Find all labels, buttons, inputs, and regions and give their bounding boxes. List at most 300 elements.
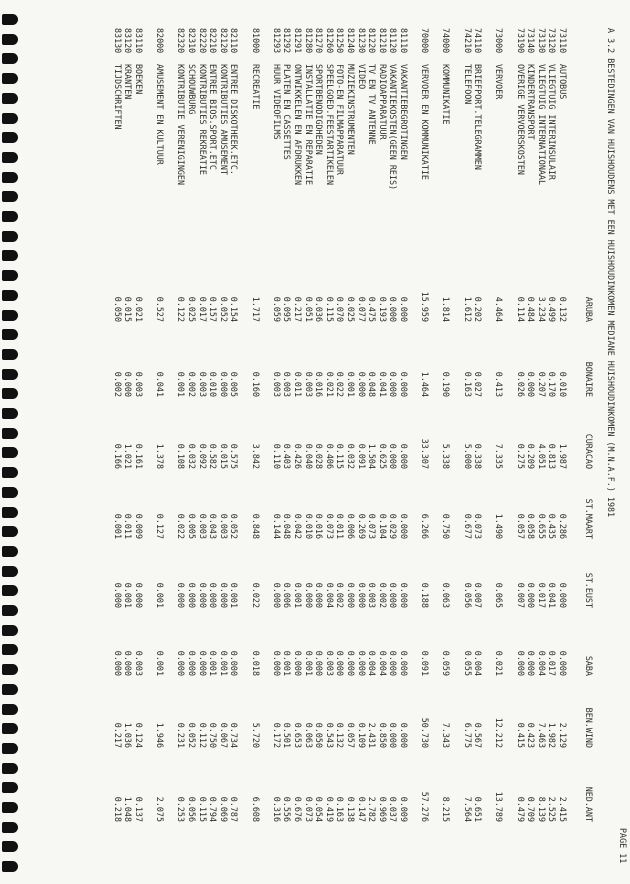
row-label: VERVOER EN KOMMUNIKATIE <box>420 64 431 180</box>
row-value: 0.001 <box>218 650 229 676</box>
row-code: 74110 <box>473 28 484 54</box>
row-value: 0.000 <box>335 650 346 676</box>
row-code: 82110 <box>229 28 240 54</box>
column-header: ST.MAART <box>584 498 594 539</box>
row-value: 0.316 <box>271 796 282 822</box>
row-value: 0.794 <box>208 796 219 822</box>
row-value: 0.000 <box>399 443 409 469</box>
row-value: 0.000 <box>197 650 208 676</box>
row-value: 0.042 <box>293 513 303 539</box>
row-value: 0.003 <box>324 650 335 676</box>
row-value: 0.479 <box>515 796 526 822</box>
row-label: KONTRIBUTIES REKREATIE <box>197 64 208 175</box>
row-value: 0.734 <box>229 722 240 748</box>
row-value: 0.000 <box>356 650 367 676</box>
binding-ring <box>2 191 18 202</box>
binding-ring <box>2 802 18 813</box>
row-code: 81292 <box>282 28 293 54</box>
row-value: 0.026 <box>515 371 526 397</box>
binding-ring <box>2 113 18 124</box>
row-value: 3.234 <box>536 296 547 322</box>
row-value: 0.000 <box>346 650 356 676</box>
row-value: 0.231 <box>176 722 187 748</box>
row-value: 5.338 <box>441 443 452 469</box>
row-value: 0.000 <box>399 513 409 539</box>
row-value: 0.016 <box>314 513 325 539</box>
row-value: 0.138 <box>346 796 356 822</box>
row-value: 0.073 <box>473 513 484 539</box>
row-value: 6.775 <box>462 722 473 748</box>
row-value: 1.464 <box>420 371 431 397</box>
row-value: 0.677 <box>462 513 473 539</box>
row-value: 0.114 <box>515 296 526 322</box>
row-value: 0.000 <box>303 582 314 608</box>
row-label: SPORTBENODIGDHEDEN <box>314 64 325 155</box>
row-value: 0.000 <box>388 443 399 469</box>
row-value: 0.132 <box>335 722 346 748</box>
row-label: KINDERTRANSPORT <box>526 64 537 140</box>
row-value: 0.207 <box>536 371 547 397</box>
row-value: 1.982 <box>547 722 558 748</box>
binding-ring <box>2 704 18 715</box>
row-value: 0.848 <box>250 513 261 539</box>
row-value: 0.017 <box>547 650 558 676</box>
row-value: 6.266 <box>420 513 431 539</box>
row-value: 0.015 <box>218 443 229 469</box>
row-value: 0.021 <box>324 371 335 397</box>
row-code: 82000 <box>155 28 166 54</box>
row-value: 0.015 <box>123 296 134 322</box>
row-value: 0.161 <box>134 443 144 469</box>
row-value: 1.987 <box>558 443 568 469</box>
row-value: 0.144 <box>271 513 282 539</box>
binding-ring <box>2 349 18 360</box>
row-value: 0.413 <box>494 371 505 397</box>
binding-ring <box>2 408 18 419</box>
binding-ring <box>2 53 18 64</box>
row-code: 73110 <box>558 28 568 54</box>
row-value: 0.000 <box>558 650 568 676</box>
binding-ring <box>2 841 18 852</box>
row-value: 0.543 <box>324 722 335 748</box>
row-value: 1.378 <box>155 443 166 469</box>
row-value: 0.000 <box>526 650 537 676</box>
row-value: 0.028 <box>314 443 325 469</box>
row-value: 1.612 <box>462 296 473 322</box>
binding-ring <box>2 388 18 399</box>
row-value: 0.037 <box>388 796 399 822</box>
row-value: 0.115 <box>324 296 335 322</box>
row-value: 1.946 <box>155 722 166 748</box>
row-value: 0.007 <box>473 582 484 608</box>
row-value: 0.813 <box>547 443 558 469</box>
row-label: VLIEGTUIG INTERNATIONAAL <box>536 64 547 186</box>
row-value: 0.166 <box>112 443 123 469</box>
binding-ring <box>2 644 18 655</box>
row-code: 81240 <box>346 28 356 54</box>
row-value: 0.004 <box>324 582 335 608</box>
row-value: 0.017 <box>197 296 208 322</box>
row-label: PLATEN EN CASSETTES <box>282 64 293 160</box>
row-value: 0.063 <box>441 582 452 608</box>
binding-ring <box>2 585 18 596</box>
row-value: 0.000 <box>399 650 409 676</box>
row-value: 1.504 <box>367 443 378 469</box>
row-code: 73120 <box>547 28 558 54</box>
rotated-table <box>37 28 630 872</box>
row-value: 0.092 <box>197 443 208 469</box>
binding-ring <box>2 369 18 380</box>
row-value: 1.490 <box>494 513 505 539</box>
row-value: 0.000 <box>399 722 409 748</box>
column-headers <box>582 28 594 872</box>
row-value: 0.016 <box>314 371 325 397</box>
row-value: 0.054 <box>314 796 325 822</box>
row-value: 0.000 <box>208 582 219 608</box>
row-value: 0.147 <box>356 796 367 822</box>
row-value: 0.001 <box>208 650 219 676</box>
row-value: 0.501 <box>282 722 293 748</box>
row-value: 0.010 <box>558 371 568 397</box>
row-value: 4.051 <box>536 443 547 469</box>
row-code: 73130 <box>536 28 547 54</box>
row-code: 81230 <box>356 28 367 54</box>
row-value: 0.036 <box>314 296 325 322</box>
binding-ring <box>2 231 18 242</box>
row-value: 0.275 <box>515 443 526 469</box>
table-title: A 3.2 BESTEDINGEN VAN HUISHOUDENS MET EEN HUISHOUDINKOMEN MEDIANE HUISHOUDINKOMEN (M.N.A.F.) 1981 <box>606 28 616 518</box>
column-header: ST.EUST <box>584 572 594 608</box>
row-label: SCHOUWBURG <box>187 64 197 115</box>
row-value: 0.002 <box>335 582 346 608</box>
row-value: 0.003 <box>303 371 314 397</box>
row-value: 0.041 <box>377 371 388 397</box>
row-value: 0.001 <box>155 582 166 608</box>
row-label: AUTOBUS <box>558 64 568 100</box>
row-code: 82320 <box>176 28 187 54</box>
column-header: BONAIRE <box>584 361 594 397</box>
row-value: 7.564 <box>462 796 473 822</box>
row-value: 0.003 <box>134 650 144 676</box>
row-label: INSTALLATIE EN REPARATIE <box>303 64 314 186</box>
row-value: 0.022 <box>176 513 187 539</box>
row-code: 74000 <box>441 28 452 54</box>
row-label: MUZIEKINSTRUMENTEN <box>346 64 356 155</box>
row-label: BOEKEN <box>134 64 144 95</box>
row-value: 0.154 <box>229 296 240 322</box>
row-value: 0.160 <box>250 371 261 397</box>
row-value: 0.217 <box>112 722 123 748</box>
binding-ring <box>2 526 18 537</box>
row-value: 0.104 <box>377 513 388 539</box>
row-value: 0.052 <box>218 296 229 322</box>
row-value: 0.000 <box>112 650 123 676</box>
row-value: 0.000 <box>293 650 303 676</box>
column-header: BEN.WIND <box>584 707 594 748</box>
row-value: 0.018 <box>250 650 261 676</box>
row-value: 0.787 <box>229 796 240 822</box>
row-value: 0.010 <box>303 513 314 539</box>
row-value: 0.077 <box>356 296 367 322</box>
row-value: 0.007 <box>515 582 526 608</box>
row-value: 0.011 <box>293 371 303 397</box>
row-value: 0.025 <box>187 296 197 322</box>
row-value: 0.000 <box>314 650 325 676</box>
row-label: HUUR VIDEOFILMS <box>271 64 282 140</box>
row-code: 81000 <box>250 28 261 54</box>
row-label: KONTRIBUTIES AMUSEMENT <box>218 64 229 175</box>
row-value: 0.527 <box>155 296 166 322</box>
row-value: 0.750 <box>441 513 452 539</box>
row-value: 0.109 <box>356 722 367 748</box>
row-value: 0.010 <box>208 371 219 397</box>
binding-ring <box>2 250 18 261</box>
row-value: 7.343 <box>441 722 452 748</box>
row-value: 0.110 <box>271 443 282 469</box>
row-value: 0.063 <box>303 722 314 748</box>
row-value: 2.525 <box>547 796 558 822</box>
binding-ring <box>2 428 18 439</box>
row-label: TIJDSCHRIFTEN <box>112 64 123 130</box>
row-label: VAKANTIEBEGROTINGEN <box>399 64 409 160</box>
row-value: 0.750 <box>208 722 219 748</box>
row-value: 0.003 <box>197 371 208 397</box>
row-value: 0.170 <box>547 371 558 397</box>
row-code: 81250 <box>335 28 346 54</box>
row-code: 83120 <box>123 28 134 54</box>
row-value: 0.115 <box>197 796 208 822</box>
row-label: RECREATIE <box>250 64 261 110</box>
row-code: 81220 <box>367 28 378 54</box>
row-code: 81280 <box>303 28 314 54</box>
row-value: 0.655 <box>536 513 547 539</box>
row-value: 0.163 <box>462 371 473 397</box>
row-code: 82310 <box>187 28 197 54</box>
row-value: 0.000 <box>271 650 282 676</box>
binding-ring <box>2 605 18 616</box>
row-value: 0.021 <box>494 650 505 676</box>
binding-ring <box>2 782 18 793</box>
row-value: 2.129 <box>558 722 568 748</box>
row-value: 0.003 <box>134 371 144 397</box>
row-value: 0.004 <box>377 650 388 676</box>
binding-ring <box>2 487 18 498</box>
binding-ring <box>2 132 18 143</box>
row-value: 0.000 <box>123 371 134 397</box>
row-value: 0.003 <box>282 371 293 397</box>
row-value: 0.000 <box>526 582 537 608</box>
row-value: 0.001 <box>303 650 314 676</box>
row-value: 0.108 <box>176 443 187 469</box>
row-value: 0.032 <box>346 443 356 469</box>
row-value: 0.032 <box>187 443 197 469</box>
row-value: 0.048 <box>282 513 293 539</box>
row-value: 0.011 <box>335 513 346 539</box>
row-label: ENTREE BIOS.SPORT.ETC <box>208 64 219 170</box>
row-value: 0.132 <box>558 296 568 322</box>
row-value: 0.124 <box>134 722 144 748</box>
row-value: 0.070 <box>335 296 346 322</box>
row-value: 0.122 <box>176 296 187 322</box>
row-value: 0.286 <box>558 513 568 539</box>
row-value: 0.091 <box>420 650 431 676</box>
row-value: 0.041 <box>155 371 166 397</box>
row-value: 0.006 <box>346 513 356 539</box>
column-header: ARUBA <box>584 296 594 322</box>
row-value: 0.011 <box>123 513 134 539</box>
row-value: 0.000 <box>187 650 197 676</box>
row-value: 2.431 <box>367 722 378 748</box>
row-value: 0.193 <box>377 296 388 322</box>
row-value: 0.475 <box>367 296 378 322</box>
binding-ring <box>2 447 18 458</box>
row-value: 0.000 <box>112 582 123 608</box>
row-label: TV EN TV ANTENNE <box>367 64 378 145</box>
row-value: 0.567 <box>473 722 484 748</box>
binding-ring <box>2 329 18 340</box>
row-value: 0.676 <box>293 796 303 822</box>
row-value: 0.004 <box>367 650 378 676</box>
row-value: 0.073 <box>303 796 314 822</box>
row-value: 0.556 <box>282 796 293 822</box>
row-value: 0.163 <box>335 796 346 822</box>
row-value: 0.575 <box>229 443 240 469</box>
binding-ring <box>2 34 18 45</box>
row-code: 83110 <box>134 28 144 54</box>
row-code: 83130 <box>112 28 123 54</box>
row-value: 0.022 <box>335 371 346 397</box>
row-value: 0.009 <box>134 513 144 539</box>
binding-ring <box>2 211 18 222</box>
row-value: 0.426 <box>293 443 303 469</box>
row-value: 0.052 <box>187 722 197 748</box>
row-label: FOTO-EN FILMAPPARATUUR <box>335 64 346 175</box>
binding-ring <box>2 743 18 754</box>
row-value: 0.057 <box>346 722 356 748</box>
binding-ring <box>2 290 18 301</box>
row-value: 0.002 <box>112 371 123 397</box>
row-value: 0.055 <box>462 650 473 676</box>
row-code: 81270 <box>314 28 325 54</box>
row-value: 0.000 <box>187 582 197 608</box>
row-value: 1.021 <box>123 443 134 469</box>
row-value: 0.000 <box>356 371 367 397</box>
row-code: 81210 <box>377 28 388 54</box>
row-value: 0.022 <box>250 582 261 608</box>
row-value: 13.789 <box>494 791 505 822</box>
row-value: 1.814 <box>441 296 452 322</box>
row-value: 0.000 <box>176 582 187 608</box>
row-value: 0.000 <box>388 650 399 676</box>
row-value: 0.157 <box>208 296 219 322</box>
row-value: 0.000 <box>218 371 229 397</box>
row-code: 81260 <box>324 28 335 54</box>
binding-ring <box>2 14 18 25</box>
row-label: RADIOAPPARATUUR <box>377 64 388 140</box>
row-value: 0.058 <box>526 513 537 539</box>
row-value: 0.001 <box>293 582 303 608</box>
row-value: 0.005 <box>229 371 240 397</box>
row-value: 0.001 <box>229 582 240 608</box>
row-value: 0.000 <box>229 650 240 676</box>
row-value: 0.073 <box>324 513 335 539</box>
row-value: 0.000 <box>218 582 229 608</box>
row-code: 73140 <box>526 28 537 54</box>
row-value: 2.075 <box>155 796 166 822</box>
row-value: 8.215 <box>441 796 452 822</box>
row-value: 0.415 <box>515 722 526 748</box>
row-value: 2.782 <box>367 796 378 822</box>
row-value: 1.036 <box>123 722 134 748</box>
row-value: 0.056 <box>187 796 197 822</box>
row-value: 0.001 <box>123 582 134 608</box>
row-code: 82210 <box>208 28 219 54</box>
row-value: 0.000 <box>346 582 356 608</box>
row-value: 0.419 <box>324 796 335 822</box>
binding-ring <box>2 93 18 104</box>
row-label: VERVOER <box>494 64 505 100</box>
row-value: 0.435 <box>547 513 558 539</box>
row-value: 0.009 <box>399 796 409 822</box>
row-value: 0.021 <box>134 296 144 322</box>
binding-ring <box>2 507 18 518</box>
row-value: 0.027 <box>473 371 484 397</box>
row-value: 7.335 <box>494 443 505 469</box>
row-value: 0.000 <box>399 371 409 397</box>
row-code: 73000 <box>494 28 505 54</box>
row-value: 0.000 <box>197 582 208 608</box>
row-value: 0.050 <box>314 722 325 748</box>
row-value: 0.338 <box>473 443 484 469</box>
row-value: 0.000 <box>526 371 537 397</box>
row-value: 0.188 <box>420 582 431 608</box>
row-value: 0.217 <box>293 296 303 322</box>
row-value: 0.000 <box>515 650 526 676</box>
row-label: SPEELGOED.FEESTARTIKELEN <box>324 64 335 186</box>
row-value: 0.112 <box>197 722 208 748</box>
row-value: 0.000 <box>356 582 367 608</box>
row-value: 0.004 <box>473 650 484 676</box>
row-value: 5.000 <box>462 443 473 469</box>
row-value: 0.484 <box>526 296 537 322</box>
row-value: 0.043 <box>208 513 219 539</box>
row-label: BRIEFPORT.TELEGRAMMEN <box>473 64 484 170</box>
row-value: 0.059 <box>441 650 452 676</box>
row-value: 0.040 <box>303 443 314 469</box>
row-value: 0.001 <box>112 513 123 539</box>
row-value: 12.212 <box>494 717 505 748</box>
row-value: 0.091 <box>356 443 367 469</box>
binding-ring <box>2 152 18 163</box>
row-value: 4.464 <box>494 296 505 322</box>
row-value: 0.001 <box>346 371 356 397</box>
row-value: 15.959 <box>420 291 431 322</box>
row-value: 0.002 <box>377 582 388 608</box>
row-label: TELEFOON <box>462 64 473 105</box>
row-value: 50.730 <box>420 717 431 748</box>
row-value: 0.000 <box>134 582 144 608</box>
row-value: 57.276 <box>420 791 431 822</box>
row-value: 0.005 <box>187 513 197 539</box>
row-value: 0.003 <box>271 371 282 397</box>
row-label: KONTRIBUTIE VERENIGINGEN <box>176 64 187 186</box>
row-value: 0.253 <box>176 796 187 822</box>
row-code: 81120 <box>388 28 399 54</box>
binding-ring <box>2 467 18 478</box>
binding-ring <box>2 664 18 675</box>
binding-ring <box>2 172 18 183</box>
row-value: 0.025 <box>346 296 356 322</box>
